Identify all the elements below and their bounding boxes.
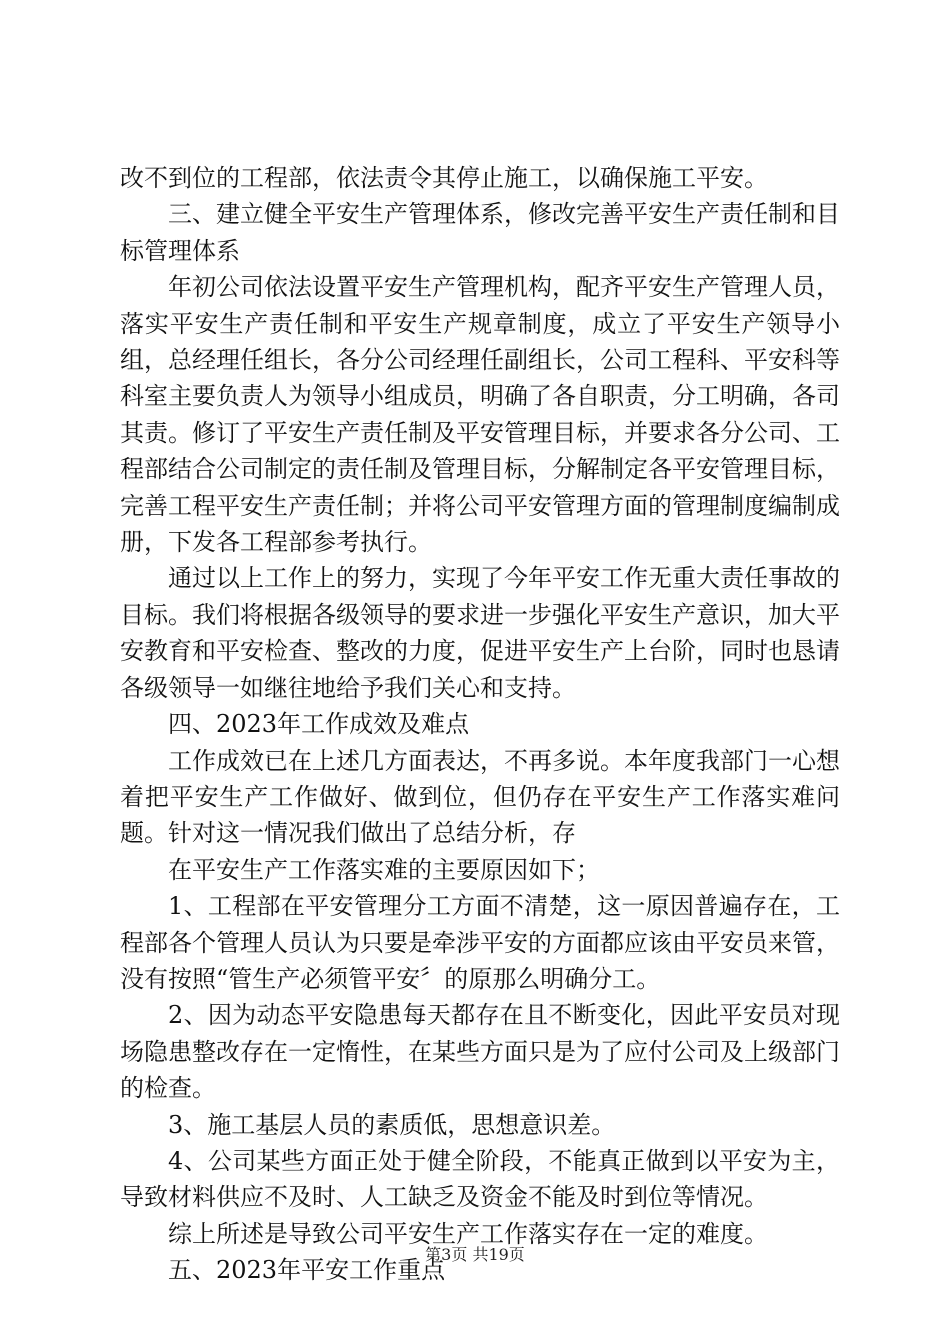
paragraph-4: 通过以上工作上的努力，实现了今年平安工作无重大责任事故的目标。我们将根据各级领导的要求进一步强化平安生产意识，加大平安教育和平安检查、整改的力度，促进平安生产上台阶，同时也恳请各级领导一如继往地给予我们关心和支持。 xyxy=(120,564,840,702)
document-body xyxy=(120,160,840,1289)
summary-paragraph: 综上所述是导致公司平安生产工作落实存在一定的难度。 xyxy=(168,1219,768,1248)
list-item-3: 3、施工基层人员的素质低，思想意识差。 xyxy=(168,1110,616,1139)
paragraph-1: 改不到位的工程部，依法责令其停止施工，以确保施工平安。 xyxy=(120,164,768,192)
list-item-4: 4、公司某些方面正处于健全阶段，不能真正做到以平安为主，导致材料供应不及时、人工缺乏及资金不能及时到位等情况。 xyxy=(120,1146,840,1212)
paragraph-7: 在平安生产工作落实难的主要原因如下； xyxy=(168,855,600,884)
page-number-footer: 第3页 共19页 xyxy=(425,1245,525,1264)
paragraph-6: 工作成效已在上述几方面表达，不再多说。本年度我部门一心想着把平安生产工作做好、做到位，但仍存在平安生产工作落实难问题。针对这一情况我们做出了总结分析，存 xyxy=(120,746,840,848)
paragraph-3: 年初公司依法设置平安生产管理机构，配齐平安生产管理人员，落实平安生产责任制和平安生产规章制度，成立了平安生产领导小组，总经理任组长，各分公司经理任副组长，公司工程科、平安科等科室主要负责人为领导小组成员，明确了各自职责，分工明确，各司其责。修订了平安生产责任制及平安管理目标，并要求各分公司、工程部结合公司制定的责任制及管理目标，分解制定各平安管理目标，完善工程平安生产责任制；并将公司平安管理方面的管理制度编制成册，下发各工程部参考执行。 xyxy=(120,273,840,557)
section-heading-4: 四、2023年工作成效及难点 xyxy=(168,710,470,739)
list-item-1: 1、工程部在平安管理分工方面不清楚，这一原因普遍存在，工程部各个管理人员认为只要是牵涉平安的方面都应该由平安员来管，没有按照“管生产必须管平安〞的原那么明确分工。 xyxy=(120,892,840,993)
list-item-2: 2、因为动态平安隐患每天都存在且不断变化，因此平安员对现场隐患整改存在一定惰性，在某些方面只是为了应付公司及上级部门的检查。 xyxy=(120,1001,840,1103)
section-heading-5: 五、2023年平安工作重点 xyxy=(168,1256,446,1285)
section-heading-3: 三、建立健全平安生产管理体系，修改完善平安生产责任制和目标管理体系 xyxy=(120,200,840,265)
